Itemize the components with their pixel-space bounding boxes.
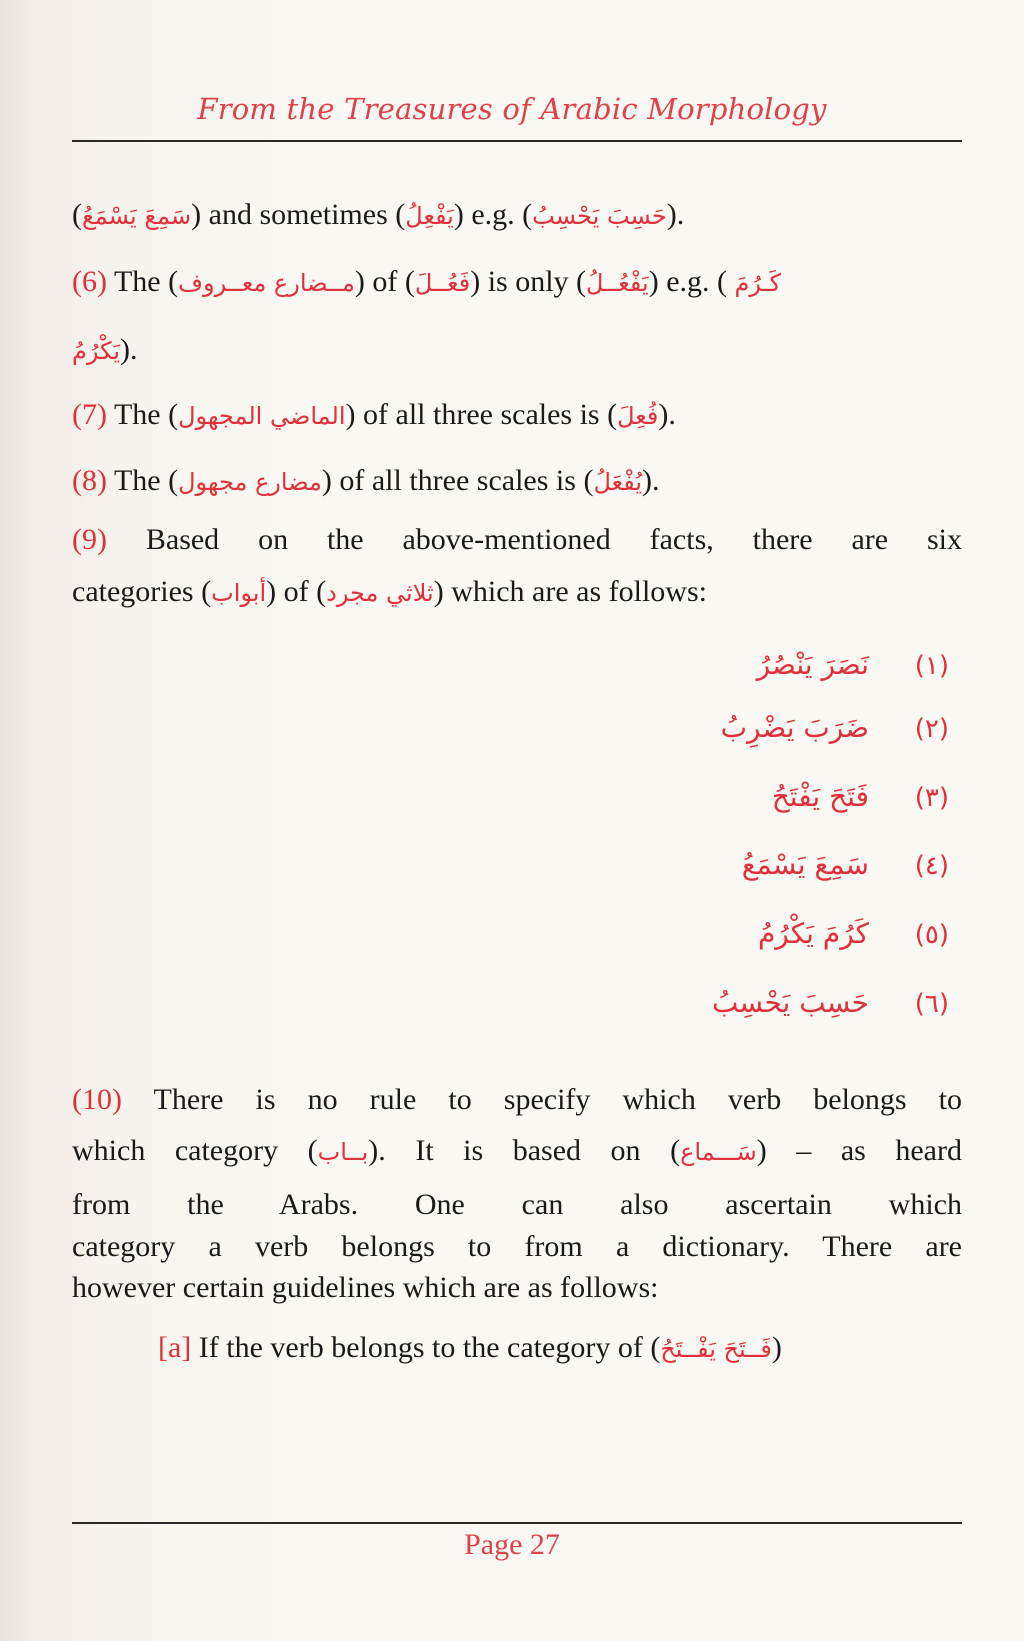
point-number: (6)	[72, 265, 107, 298]
arabic-term: حَسِبَ يَحْسِبُ	[532, 202, 667, 230]
list-item: فَتَحَ يَفْتَحُ (٣)	[771, 780, 949, 813]
list-item: سَمِعَ يَسْمَعُ (٤)	[741, 848, 949, 881]
arabic-term: مــضارع معــروف	[178, 269, 355, 297]
point-number: (10)	[72, 1083, 122, 1116]
point-10-line-5: however certain guidelines which are as follows:	[72, 1271, 659, 1304]
point-10-line-3: from the Arabs. One can also ascertain which	[72, 1188, 962, 1221]
list-item: كَرُمَ يَكْرُمُ (٥)	[757, 917, 949, 950]
point-9-cont: categories (أبواب) of (ثلاثي مجرد) which are as follows:	[72, 575, 707, 608]
arabic-term: فَــتَحَ يَفْــتَحُ	[660, 1335, 772, 1363]
point-8: (8) The (مضارع مجهول) of all three scales is (يُفْعَلُ).	[72, 464, 660, 497]
point-9: (9) Based on the above-mentioned facts, there are six	[72, 523, 962, 556]
running-header: From the Treasures of Arabic Morphology	[197, 92, 827, 126]
point-6-cont: يَكْرُمُ).	[72, 333, 138, 366]
point-10-line-2: which category (بــاب). It is based on (سَـــماع) – as heard	[72, 1134, 962, 1167]
list-item: حَسِبَ يَحْسِبُ (٦)	[711, 986, 949, 1019]
point-10: (10) There is no rule to specify which verb belongs to	[72, 1083, 962, 1116]
arabic-term: يَفْعِلُ	[405, 202, 454, 230]
header-rule	[72, 140, 962, 142]
list-item: ضَرَبَ يَضْرِبُ (٢)	[720, 711, 949, 744]
point-6: (6) The (مــضارع معــروف) of (فَعُــلَ) is only (يَفْعُــلُ) e.g. ( كَـرُمَ	[72, 265, 782, 298]
arabic-term: أبواب	[211, 579, 267, 607]
arabic-term: فَعُــلَ	[414, 269, 471, 297]
arabic-term: ثلاثي مجرد	[326, 579, 434, 607]
arabic-term: فُعِلَ	[617, 402, 659, 430]
point-number: (8)	[72, 464, 107, 497]
list-item: نَصَرَ يَنْصُرُ (١)	[756, 648, 949, 681]
arabic-term: بــاب	[317, 1138, 369, 1166]
arabic-term: سَمِعَ يَسْمَعُ	[82, 202, 192, 230]
footer-rule	[72, 1522, 962, 1524]
point-number: (7)	[72, 398, 107, 431]
arabic-term: الماضي المجهول	[178, 402, 346, 430]
arabic-term: يُفْعَلُ	[593, 468, 643, 496]
arabic-term: يَفْعُــلُ	[586, 269, 649, 297]
arabic-term: سَـــماع	[680, 1138, 757, 1166]
point-number: (9)	[72, 523, 107, 556]
arabic-term: مضارع مجهول	[178, 468, 322, 496]
guideline-label: [a]	[158, 1331, 192, 1364]
point-7: (7) The (الماضي المجهول) of all three scales is (فُعِلَ).	[72, 398, 676, 431]
text-line-1: (سَمِعَ يَسْمَعُ) and sometimes (يَفْعِلُ) e.g. (حَسِبَ يَحْسِبُ).	[72, 198, 685, 231]
guideline-a: [a] If the verb belongs to the category of (فَــتَحَ يَفْــتَحُ)	[158, 1331, 782, 1364]
arabic-term: كَـرُمَ	[734, 269, 782, 297]
page-number: Page 27	[464, 1528, 560, 1561]
arabic-term: يَكْرُمُ	[72, 337, 121, 365]
point-10-line-4: category a verb belongs to from a dictionary. There are	[72, 1230, 962, 1263]
